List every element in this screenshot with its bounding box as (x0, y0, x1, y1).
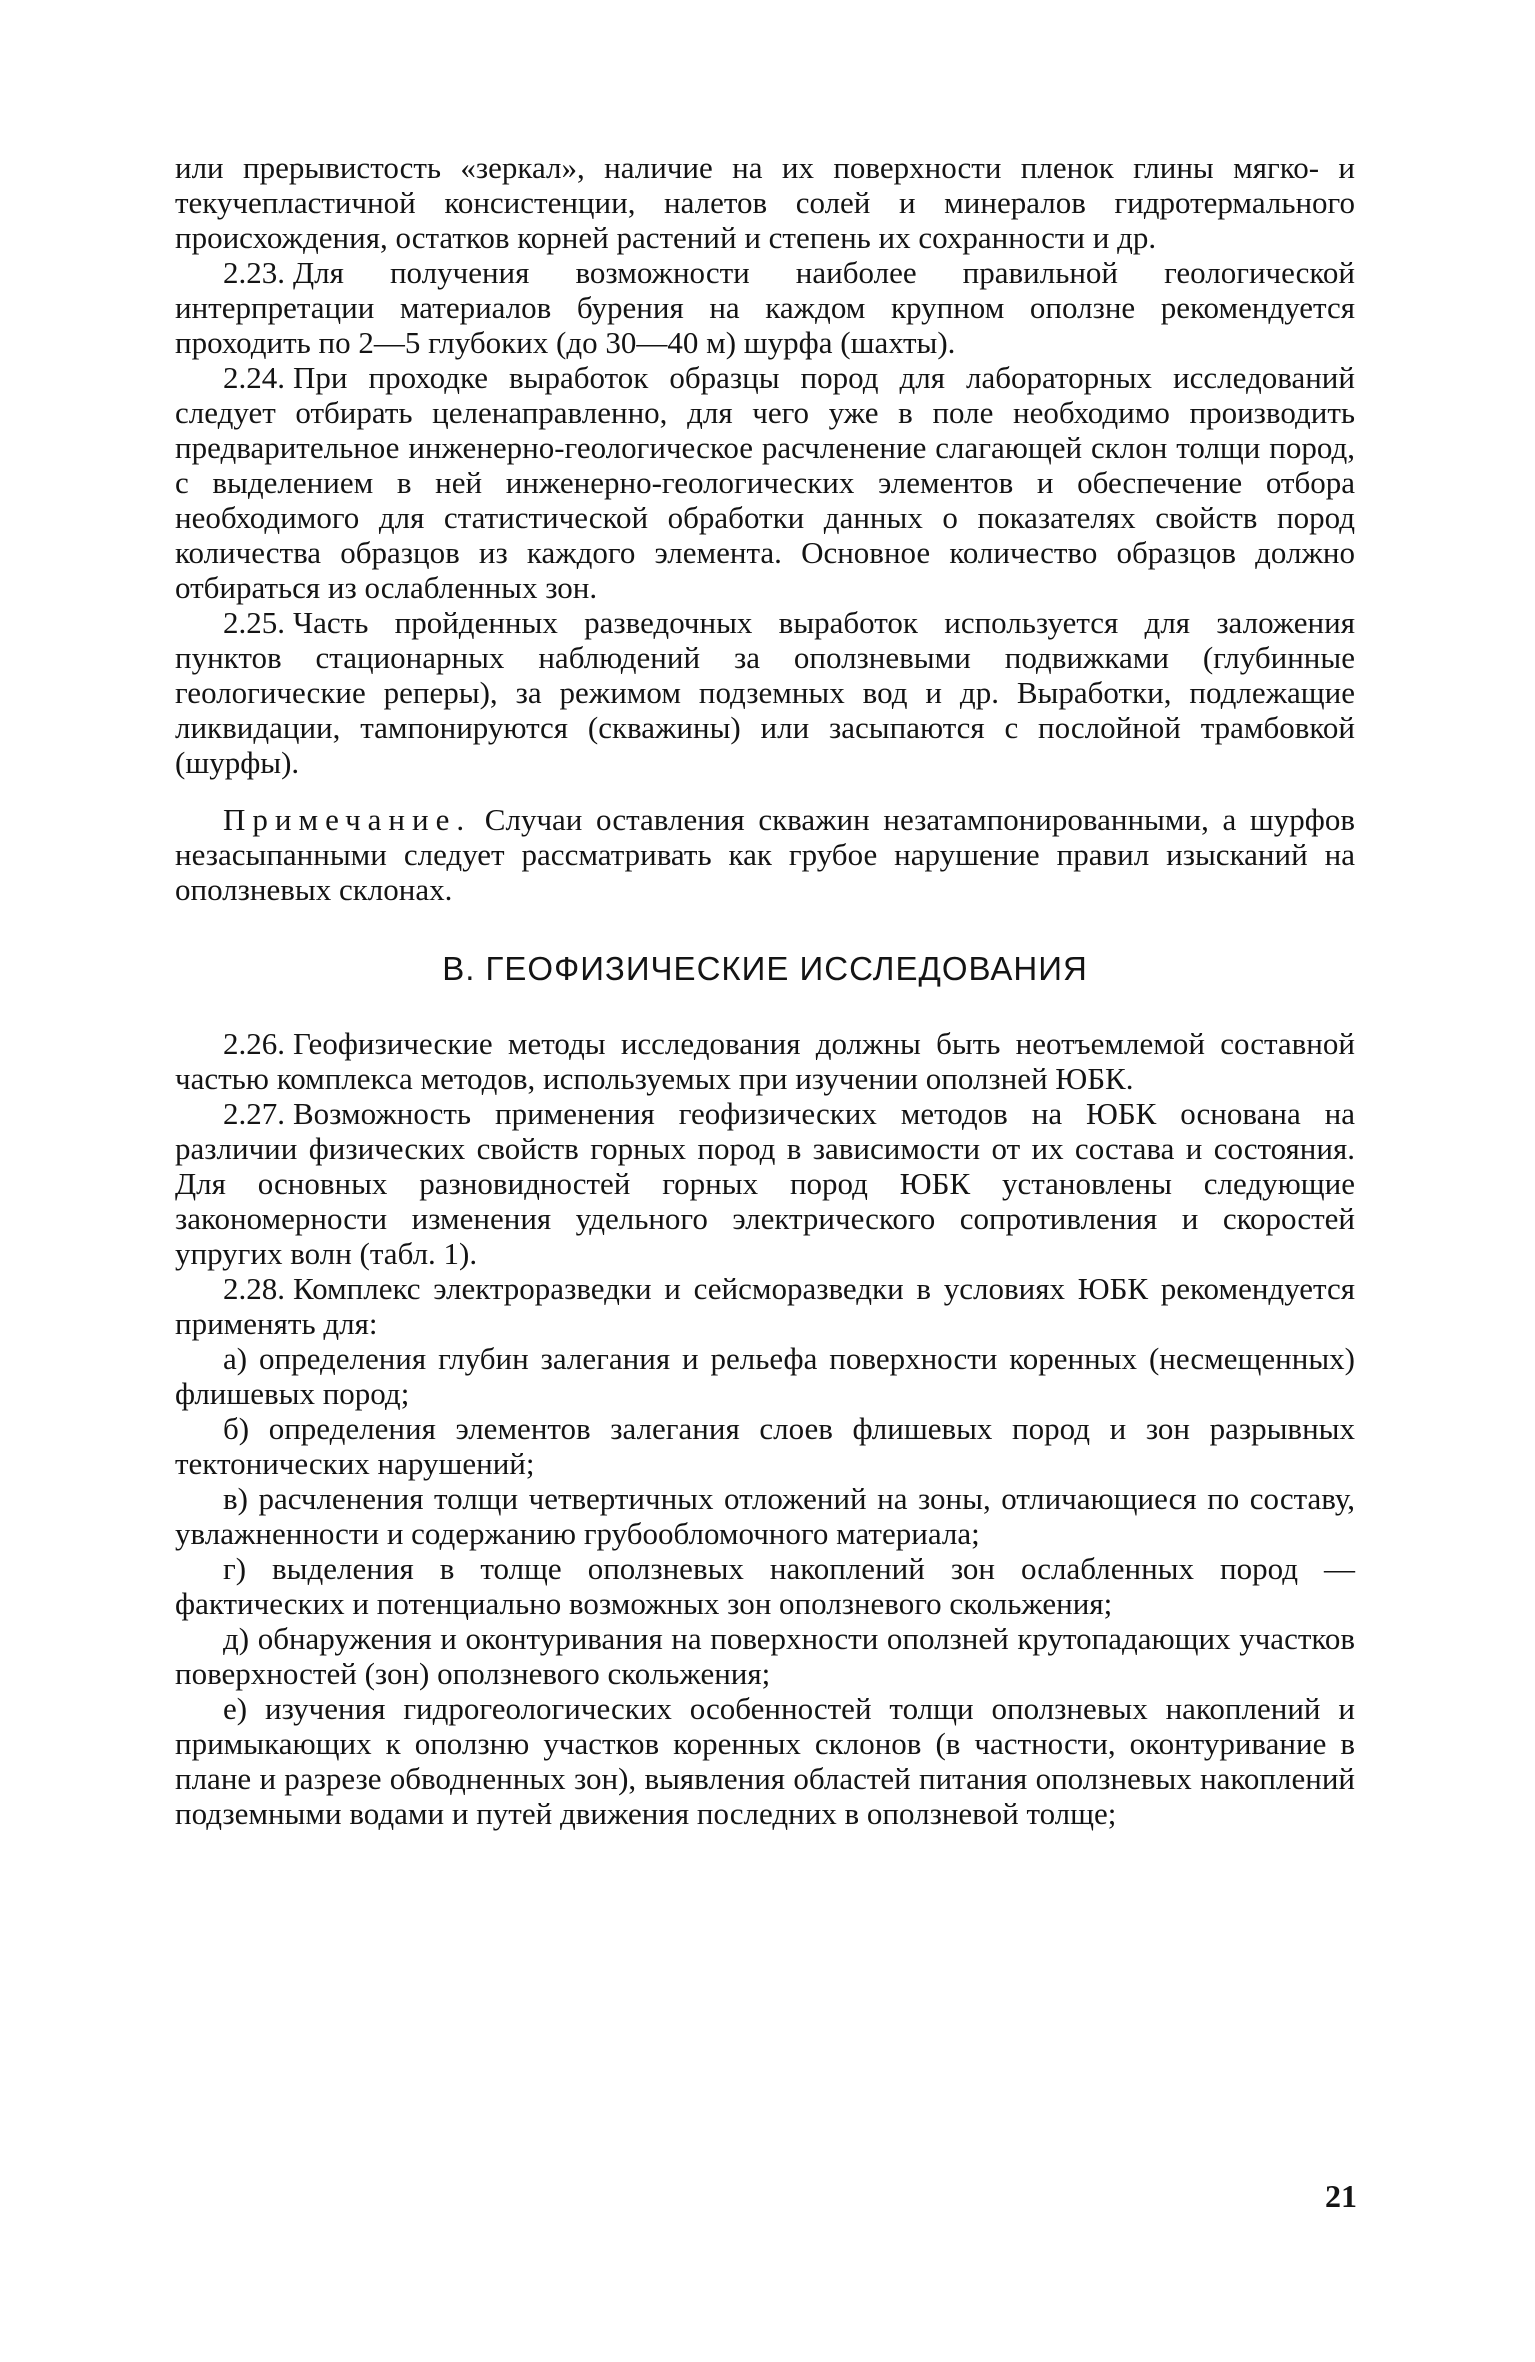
section-heading: В. ГЕОФИЗИЧЕСКИЕ ИССЛЕДОВАНИЯ (442, 950, 1088, 987)
paragraph-text: Часть пройденных разведочных выработок используется для заложения пунктов стационарных наблюдений за оползневыми подвижками (глубинные геологические реперы), за режимом подземных вод и др. Выработки, подлежащие ликвидации, тампонируются (скважины) или засыпаются с послойной трамбовкой (шурфы). (175, 605, 1355, 780)
paragraph-number: 2.28. (223, 1271, 285, 1306)
note-text: Случаи оставления скважин незатампонированными, а шурфов незасыпанными следует рассматривать как грубое нарушение правил изысканий на оползневых склонах. (175, 802, 1356, 907)
paragraph-number: 2.26. (223, 1026, 285, 1061)
document-page (175, 150, 1355, 1831)
note-label: Примечание. (223, 802, 472, 837)
paragraph-number: 2.27. (223, 1096, 285, 1131)
list-item-a: а) определения глубин залегания и рельефа поверхности коренных (несмещенных) флишевых пород; (175, 1341, 1355, 1411)
paragraph-2-25 (175, 605, 1355, 780)
paragraph-number: 2.25. (223, 605, 285, 640)
paragraph-2-24 (175, 360, 1355, 605)
paragraph-text: Геофизические методы исследования должны быть неотъемлемой составной частью комплекса методов, используемых при изучении оползней ЮБК. (175, 1026, 1355, 1096)
paragraph-number: 2.23. (223, 255, 285, 290)
paragraph-text: Возможность применения геофизических методов на ЮБК основана на различии физических свойств горных пород в зависимости от их состава и состояния. Для основных разновидностей горных пород ЮБК установлены следующие закономерности изменения удельного электрического сопротивления и скоростей упругих волн (табл. 1). (175, 1096, 1355, 1271)
paragraph-text: Для получения возможности наиболее правильной геологической интерпретации материалов бурения на каждом крупном оползне рекомендуется проходить по 2—5 глубоких (до 30—40 м) шурфа (шахты). (175, 255, 1355, 360)
page-number: 21 (1325, 2178, 1357, 2214)
list-item-d: д) обнаружения и оконтуривания на поверхности оползней крутопадающих участков поверхностей (зон) оползневого скольжения; (175, 1621, 1355, 1691)
paragraph-text: При проходке выработок образцы пород для лабораторных исследований следует отбирать целенаправленно, для чего уже в поле необходимо производить предварительное инженерно-геологическое расчленение слагающей склон толщи пород, с выделением в ней инженерно-геологических элементов и обеспечение отбора необходимого для статистической обработки данных о показателях свойств пород количества образцов из каждого элемента. Основное количество образцов должно отбираться из ослабленных зон. (175, 360, 1355, 605)
paragraph-text: Комплекс электроразведки и сейсморазведки в условиях ЮБК рекомендуется применять для: (175, 1271, 1355, 1341)
paragraph-2-27 (175, 1096, 1355, 1271)
paragraph-continuation: или прерывистость «зеркал», наличие на их поверхности пленок глины мягко- и текучепластичной консистенции, налетов солей и минералов гидротермального происхождения, остатков корней растений и степень их сохранности и др. (175, 150, 1355, 255)
note-paragraph (175, 802, 1355, 907)
list-item-b: б) определения элементов залегания слоев флишевых пород и зон разрывных тектонических нарушений; (175, 1411, 1355, 1481)
paragraph-2-28 (175, 1271, 1355, 1341)
paragraph-2-26 (175, 1026, 1355, 1096)
paragraph-2-23 (175, 255, 1355, 360)
list-item-e: е) изучения гидрогеологических особенностей толщи оползневых накоплений и примыкающих к оползню участков коренных склонов (в частности, оконтуривание в плане и разрезе обводненных зон), выявления областей питания оползневых накоплений подземными водами и путей движения последних в оползневой толще; (175, 1691, 1355, 1831)
list-item-g: г) выделения в толще оползневых накоплений зон ослабленных пород — фактических и потенциально возможных зон оползневого скольжения; (175, 1551, 1355, 1621)
list-item-v: в) расчленения толщи четвертичных отложений на зоны, отличающиеся по составу, увлажненности и содержанию грубообломочного материала; (175, 1481, 1355, 1551)
paragraph-number: 2.24. (223, 360, 285, 395)
